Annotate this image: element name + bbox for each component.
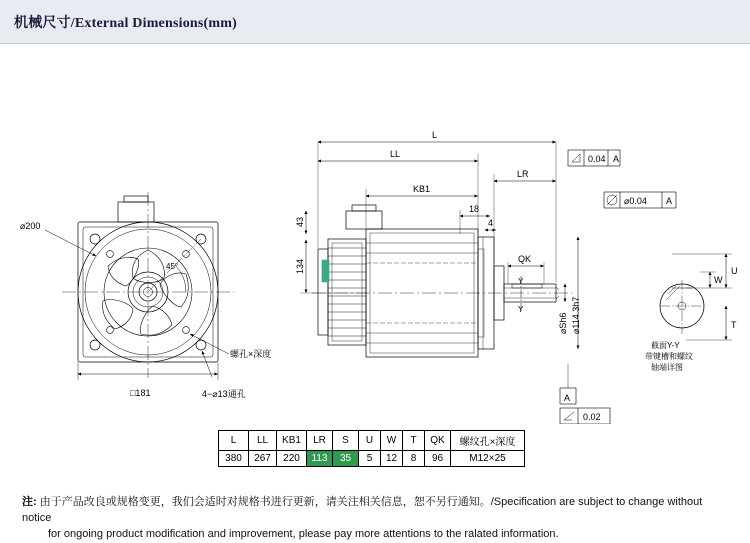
side-view-group bbox=[300, 142, 676, 424]
spec-value-L: 380 bbox=[219, 451, 249, 467]
label-section-caption-3: 轴端详图 bbox=[651, 363, 683, 372]
spec-table-header-row bbox=[219, 431, 525, 451]
label-section-caption-1: 截面Y-Y bbox=[651, 341, 680, 350]
spec-header-KB1: KB1 bbox=[277, 431, 307, 451]
footer-note bbox=[22, 495, 734, 543]
spec-header-thread: 螺纹孔×深度 bbox=[451, 431, 525, 451]
label-front-hole-count: 4−⌀13通孔 bbox=[202, 389, 246, 399]
footer-note-line2: for ongoing product modification and improvement, please pay more attentions to the ralated information. bbox=[48, 527, 559, 540]
footer-note-label: 注: bbox=[22, 496, 37, 508]
label-datum-A: A bbox=[564, 393, 571, 403]
spec-value-S: 35 bbox=[333, 451, 359, 467]
drawing-labels bbox=[20, 130, 738, 422]
footer-note-line1: 由于产品改良或规格变更，我们会适时对规格书进行更新，请关注相关信息，恕不另行通知。/Specification are subject to change without notice bbox=[22, 496, 703, 524]
spec-table-value-row bbox=[219, 451, 525, 467]
label-flatness-datum: A bbox=[613, 154, 620, 164]
label-front-hole-note: 螺孔×深度 bbox=[230, 349, 272, 359]
label-U: U bbox=[731, 266, 738, 276]
label-4: 4 bbox=[488, 218, 494, 228]
spec-table bbox=[218, 430, 525, 467]
label-section-caption-2: 带键槽和螺纹 bbox=[645, 352, 693, 361]
spec-header-U: U bbox=[359, 431, 381, 451]
spec-table-container bbox=[218, 430, 525, 467]
label-L: L bbox=[432, 130, 438, 140]
spec-header-LR: LR bbox=[307, 431, 333, 451]
label-runout-datum: A bbox=[666, 196, 673, 206]
label-18: 18 bbox=[469, 204, 480, 214]
spec-value-LR: 113 bbox=[307, 451, 333, 467]
label-KB1: KB1 bbox=[413, 184, 431, 194]
label-43: 43 bbox=[295, 216, 305, 227]
label-front-diameter: ⌀200 bbox=[20, 221, 41, 231]
section-view-group bbox=[660, 254, 732, 340]
spec-header-T: T bbox=[403, 431, 425, 451]
label-front-angle: 45° bbox=[166, 262, 179, 271]
spec-value-KB1: 220 bbox=[277, 451, 307, 467]
label-LR: LR bbox=[517, 169, 529, 179]
label-QK: QK bbox=[518, 254, 532, 264]
front-view-group bbox=[45, 192, 234, 380]
label-Y-top: Y bbox=[518, 277, 524, 286]
page-title: 机械尺寸/External Dimensions(mm) bbox=[14, 16, 237, 31]
label-W: W bbox=[714, 275, 723, 285]
label-T: T bbox=[731, 320, 737, 330]
label-shaft-dia: ⌀Sh6 bbox=[558, 312, 568, 334]
spec-header-S: S bbox=[333, 431, 359, 451]
spec-value-W: 12 bbox=[381, 451, 403, 467]
label-LL: LL bbox=[390, 149, 401, 159]
spec-header-QK: QK bbox=[425, 431, 451, 451]
label-perp-value: 0.02 bbox=[583, 412, 601, 422]
spec-value-QK: 96 bbox=[425, 451, 451, 467]
technical-drawing bbox=[0, 44, 750, 424]
spec-value-LL: 267 bbox=[249, 451, 277, 467]
spec-value-T: 8 bbox=[403, 451, 425, 467]
spec-header-W: W bbox=[381, 431, 403, 451]
label-flange-dia: ⌀114.3h7 bbox=[571, 296, 581, 334]
label-Y-bottom: Y bbox=[518, 305, 524, 314]
label-front-square: □181 bbox=[130, 388, 151, 398]
header-bar bbox=[0, 0, 750, 44]
spec-header-L: L bbox=[219, 431, 249, 451]
label-flatness-value: 0.04 bbox=[588, 154, 606, 164]
spec-value-U: 5 bbox=[359, 451, 381, 467]
label-134: 134 bbox=[295, 258, 305, 274]
spec-value-thread: M12×25 bbox=[451, 451, 525, 467]
label-runout-value: ⌀0.04 bbox=[624, 196, 647, 206]
spec-header-LL: LL bbox=[249, 431, 277, 451]
